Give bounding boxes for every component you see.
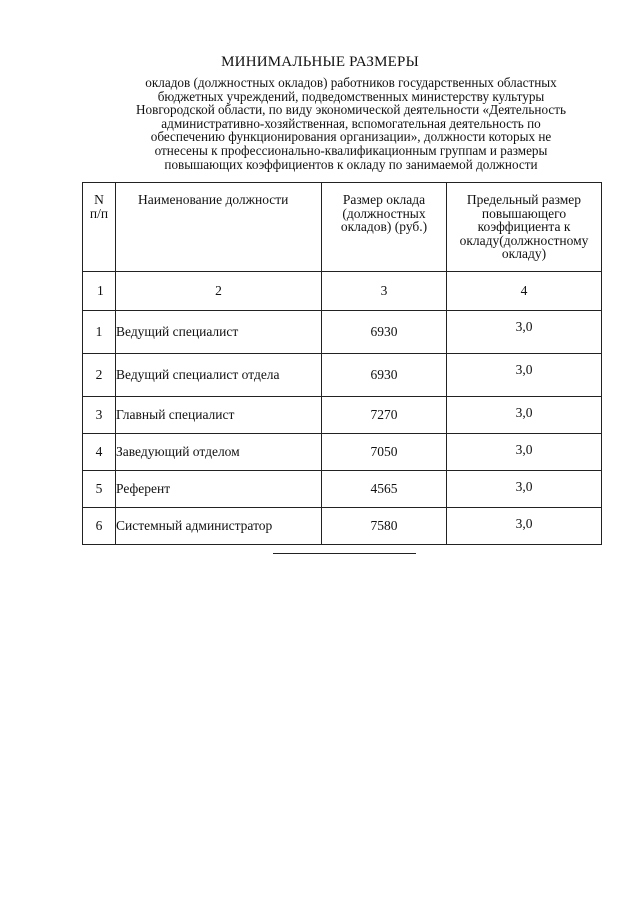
- coefficient-value: 3,0: [447, 397, 602, 434]
- position-name: Референт: [116, 471, 322, 508]
- row-number: 3: [83, 397, 116, 434]
- coefficient-value: 3,0: [447, 434, 602, 471]
- column-number-row: [83, 272, 602, 311]
- subtitle-line: административно-хозяйственная, вспомогательная деятельность по: [161, 115, 541, 131]
- subtitle-line: Новгородской области, по виду экономической деятельности «Деятельность: [135, 102, 566, 118]
- position-name: Ведущий специалист: [116, 311, 322, 354]
- row-number: 4: [83, 434, 116, 471]
- document-subtitle: [96, 76, 606, 171]
- table-row: [83, 354, 602, 397]
- table-row: [83, 397, 602, 434]
- subtitle-line: бюджетных учреждений, подведомственных министерству культуры: [157, 88, 545, 104]
- coefficient-value: 3,0: [447, 354, 602, 397]
- position-name: Системный администратор: [116, 508, 322, 545]
- column-number: 4: [447, 272, 602, 311]
- document-title: МИНИМАЛЬНЫЕ РАЗМЕРЫ: [221, 54, 419, 70]
- column-number: 1: [83, 272, 116, 311]
- salary-value: 7050: [322, 434, 447, 471]
- row-number: 2: [83, 354, 116, 397]
- salary-value: 6930: [322, 354, 447, 397]
- table-header-row: [83, 183, 602, 272]
- header-number: [83, 183, 116, 272]
- coefficient-value: 3,0: [447, 508, 602, 545]
- salary-value: 4565: [322, 471, 447, 508]
- row-number: 5: [83, 471, 116, 508]
- closing-rule: [273, 553, 416, 554]
- header-number-line2: п/п: [89, 205, 109, 221]
- subtitle-line: окладов (должностных окладов) работников государственных областных: [145, 75, 557, 90]
- table-row: [83, 471, 602, 508]
- salary-table: [82, 182, 602, 545]
- position-name: Заведующий отделом: [116, 434, 322, 471]
- position-name: Ведущий специалист отдела: [116, 354, 322, 397]
- header-salary: Размер оклада (должностных окладов) (руб.): [322, 183, 447, 272]
- table-row: [83, 311, 602, 354]
- header-number-line1: N: [94, 192, 104, 207]
- coefficient-value: 3,0: [447, 311, 602, 354]
- subtitle-line: обеспечению функционирования организации», должности которых не: [150, 129, 552, 145]
- salary-value: 7270: [322, 397, 447, 434]
- subtitle-line: отнесены к профессионально-квалификационным группам и размеры: [154, 142, 548, 158]
- header-coefficient: Предельный размер повышающего коэффициента к окладу(должностному окладу): [447, 183, 602, 272]
- table-row: [83, 434, 602, 471]
- table-row: [83, 508, 602, 545]
- subtitle-line: повышающих коэффициентов к окладу по занимаемой должности: [164, 156, 538, 172]
- row-number: 1: [83, 311, 116, 354]
- coefficient-value: 3,0: [447, 471, 602, 508]
- salary-value: 6930: [322, 311, 447, 354]
- column-number: 2: [116, 272, 322, 311]
- salary-value: 7580: [322, 508, 447, 545]
- header-position-name: Наименование должности: [116, 183, 322, 272]
- row-number: 6: [83, 508, 116, 545]
- position-name: Главный специалист: [116, 397, 322, 434]
- column-number: 3: [322, 272, 447, 311]
